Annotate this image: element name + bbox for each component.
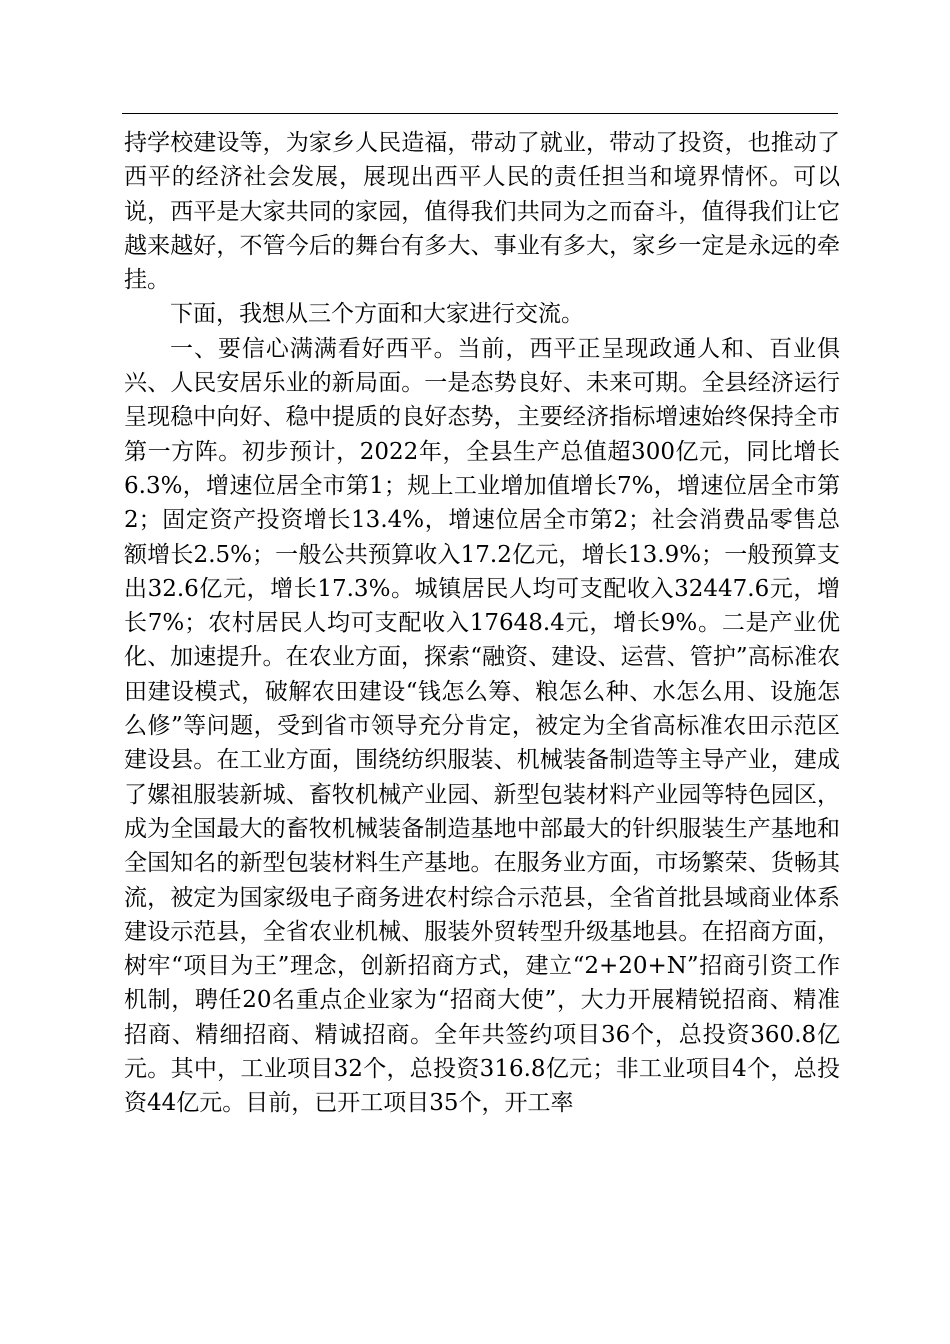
paragraph-section-one: 一、要信心满满看好西平。当前，西平正呈现政通人和、百业俱兴、人民安居乐业的新局面。一是态势良好、未来可期。全县经济运行呈现稳中向好、稳中提质的良好态势，主要经济指标增速始终保持全市第一方阵。初步预计，2022年，全县生产总值超300亿元，同比增长6.3%，增速位居全市第1；规上工业增加值增长7%，增速位居全市第2；固定资产投资增长13.4%，增速位居全市第2；社会消费品零售总额增长2.5%；一般公共预算收入17.2亿元，增长13.9%；一般预算支出32.6亿元，增长17.3%。城镇居民人均可支配收入32447.6元，增长7%；农村居民人均可支配收入17648.4元，增长9%。二是产业优化、加速提升。在农业方面，探索“融资、建设、运营、管护”高标准农田建设模式，破解农田建设“钱怎么筹、粮怎么种、水怎么用、设施怎么修”等问题，受到省市领导充分肯定，被定为全省高标准农田示范区建设县。在工业方面，围绕纺织服装、机械装备制造等主导产业，建成了嫘祖服装新城、畜牧机械产业园、新型包装材料产业园等特色园区，成为全国最大的畜牧机械装备制造基地中部最大的针织服装生产基地和全国知名的新型包装材料生产基地。在服务业方面，市场繁荣、货畅其流，被定为国家级电子商务进农村综合示范县，全省首批县域商业体系建设示范县，全省农业机械、服装外贸转型升级基地县。在招商方面，树牢“项目为王”理念，创新招商方式，建立“2+20+N”招商引资工作机制，聘任20名重点企业家为“招商大使”，大力开展精锐招商、精准招商、精细招商、精诚招商。全年共签约项目36个，总投资360.8亿元。其中，工业项目32个，总投资316.8亿元；非工业项目4个，总投资44亿元。目前，已开工项目35个，开工率: [124, 335, 840, 1117]
header-rule: [122, 113, 838, 114]
paragraph-continuation: 持学校建设等，为家乡人民造福，带动了就业，带动了投资，也推动了西平的经济社会发展，展现出西平人民的责任担当和境界情怀。可以说，西平是大家共同的家园，值得我们共同为之而奋斗，值得我们让它越来越好，不管今后的舞台有多大、事业有多大，家乡一定是永远的牵挂。: [124, 130, 840, 294]
paragraph-intro: 下面，我想从三个方面和大家进行交流。: [170, 301, 584, 328]
body-text: [124, 126, 840, 1121]
